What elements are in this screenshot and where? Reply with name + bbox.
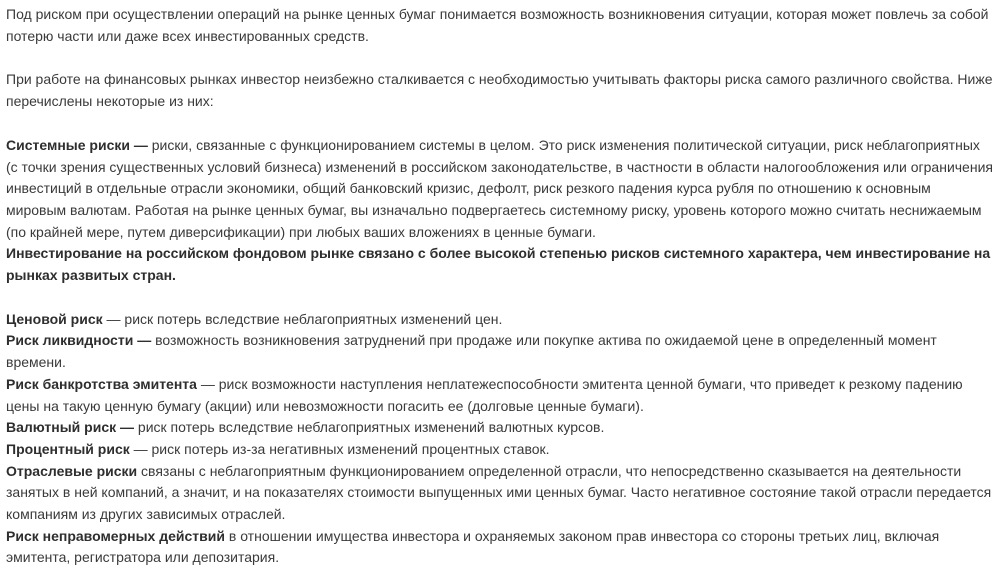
system-risks-paragraph bbox=[6, 135, 994, 244]
risk-term: Риск банкротства эмитента bbox=[6, 375, 197, 392]
risk-item-interest bbox=[6, 439, 994, 461]
risk-term: Валютный риск — bbox=[6, 419, 135, 436]
article-body bbox=[0, 4, 1000, 569]
risk-text: риск потерь вследствие неблагоприятных изменений валютных курсов. bbox=[134, 419, 605, 436]
russian-market-note bbox=[6, 243, 994, 286]
risk-item-liquidity bbox=[6, 330, 994, 373]
system-risks-term: Системные риски — bbox=[6, 136, 148, 153]
risk-term: Процентный риск bbox=[6, 440, 130, 457]
risk-text: возможность возникновения затруднений при продаже или покупке актива по ожидаемой цене в определенный момент времени. bbox=[6, 332, 937, 371]
russian-market-note-text: Инвестирование на российском фондовом рынке связано с более высокой степенью рисков системного характера, чем инвестирование на рынках развитых стран. bbox=[6, 245, 991, 284]
risk-item-issuer-bankruptcy bbox=[6, 374, 994, 417]
intro-paragraph: Под риском при осуществлении операций на рынке ценных бумаг понимается возможность возникновения ситуации, которая может повлечь за собой потерю части или даже всех инвестированных средств. bbox=[6, 6, 989, 44]
risk-item-price bbox=[6, 309, 994, 331]
system-risks-text: риски, связанные с функционированием системы в целом. Это риск изменения политической ситуации, риск неблагоприятных (с точки зрения существенных условий бизнеса) изменений в российском законодательстве, в частности в области налогообложения или ограничения инвестиций в отдельные отрасли экономики, общий банковский кризис, дефолт, риск резкого падения курса рубля по отношению к основным мировым валютам. Работая на рынке ценных бумаг, вы изначально подвергаетесь системному риску, уровень которого можно считать неснижаемым (по крайней мере, путем диверсификации) при любых ваших вложениях в ценные бумаги. bbox=[6, 136, 993, 240]
risk-item-industry bbox=[6, 461, 994, 526]
risk-term: Отраслевые риски bbox=[6, 462, 138, 479]
risk-text: — риск потерь вследствие неблагоприятных изменений цен. bbox=[102, 310, 503, 327]
factors-paragraph: При работе на финансовых рынках инвестор неизбежно сталкивается с необходимостью учитывать факторы риска самого различного свойства. Ниже перечислены некоторые из них: bbox=[6, 71, 993, 110]
risk-term: Риск ликвидности — bbox=[6, 332, 152, 349]
risk-item-unlawful-actions bbox=[6, 526, 994, 569]
risk-term: Ценовой риск bbox=[6, 310, 103, 327]
risk-text: — риск возможности наступления неплатежеспособности эмитента ценной бумаги, что приведет к резкому падению цены на такую ценную бумагу (акции) или невозможности погасить ее (долговые ценные бумаги). bbox=[6, 375, 963, 414]
risk-item-currency bbox=[6, 417, 994, 439]
risk-term: Риск неправомерных действий bbox=[6, 527, 225, 544]
risk-text: в отношении имущества инвестора и охраняемых законом прав инвестора со стороны третьих лиц, включая эмитента, регистратора или депозитария. bbox=[6, 527, 940, 566]
risk-text: — риск потерь из-за негативных изменений процентных ставок. bbox=[129, 440, 550, 457]
risk-text: связаны с неблагоприятным функционированием определенной отрасли, что непосредственно сказывается на деятельности занятых в ней компаний, а значит, и на показателях стоимости выпущенных ими ценных бумаг. Часто негативное состояние такой отрасли передается компаниям из других зависимых отраслей. bbox=[6, 462, 992, 523]
